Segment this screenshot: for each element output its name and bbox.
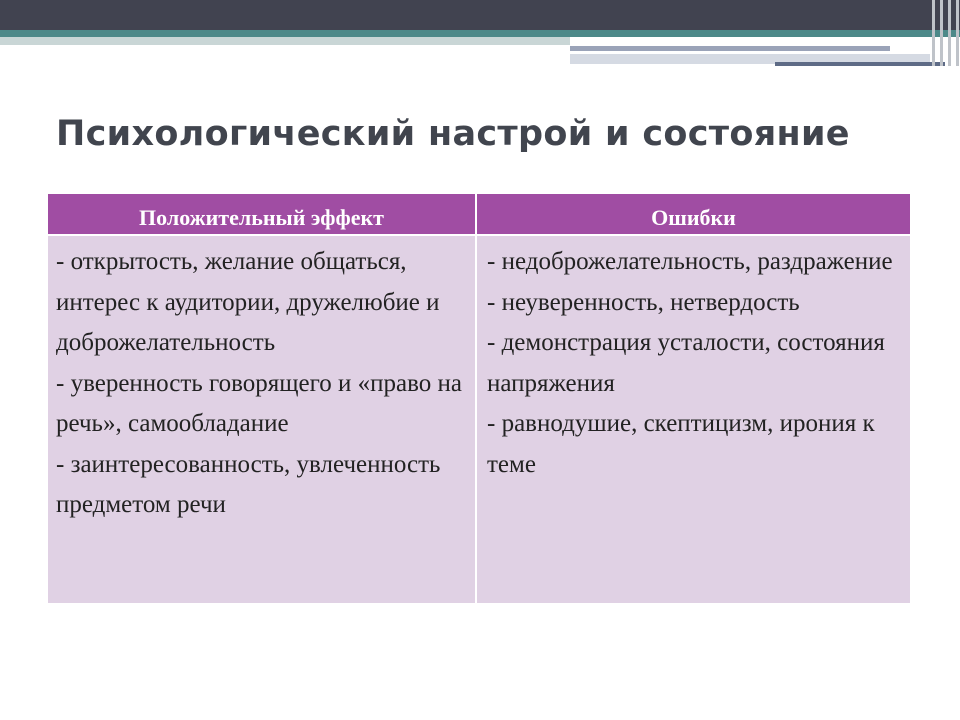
cell-positive-effects bbox=[48, 236, 475, 603]
decorative-vertical-bar bbox=[932, 0, 935, 66]
header-positive-effect: Положительный эффект bbox=[48, 194, 475, 234]
list-item: - неуверенность, нетвердость bbox=[487, 288, 800, 316]
slide-header-bar bbox=[0, 0, 960, 30]
slide-title: Психологический настрой и состояние bbox=[56, 114, 850, 154]
header-accent-light-stripe bbox=[0, 37, 570, 45]
decorative-vertical-bar bbox=[948, 0, 951, 66]
header-accent-stripe bbox=[0, 30, 960, 37]
decorative-line bbox=[775, 62, 945, 66]
decorative-vertical-bar bbox=[956, 0, 959, 66]
decorative-vertical-bar bbox=[940, 0, 943, 66]
list-item: - демонстрация усталости, состояния напряжения bbox=[487, 329, 885, 397]
list-item: - открытость, желание общаться, интерес к аудитории, дружелюбие и доброжелательность bbox=[56, 248, 440, 356]
list-item: - заинтересованность, увлеченность предметом речи bbox=[56, 450, 441, 518]
list-item: - равнодушие, скептицизм, ирония к теме bbox=[487, 410, 875, 478]
header-errors: Ошибки bbox=[477, 194, 910, 234]
list-item: - недоброжелательность, раздражение bbox=[487, 248, 893, 275]
decorative-vertical-bars bbox=[928, 0, 960, 66]
comparison-table bbox=[48, 194, 910, 603]
decorative-line bbox=[570, 46, 890, 51]
list-item: - уверенность говорящего и «право на речь», самообладание bbox=[56, 369, 462, 437]
cell-errors bbox=[477, 236, 910, 603]
